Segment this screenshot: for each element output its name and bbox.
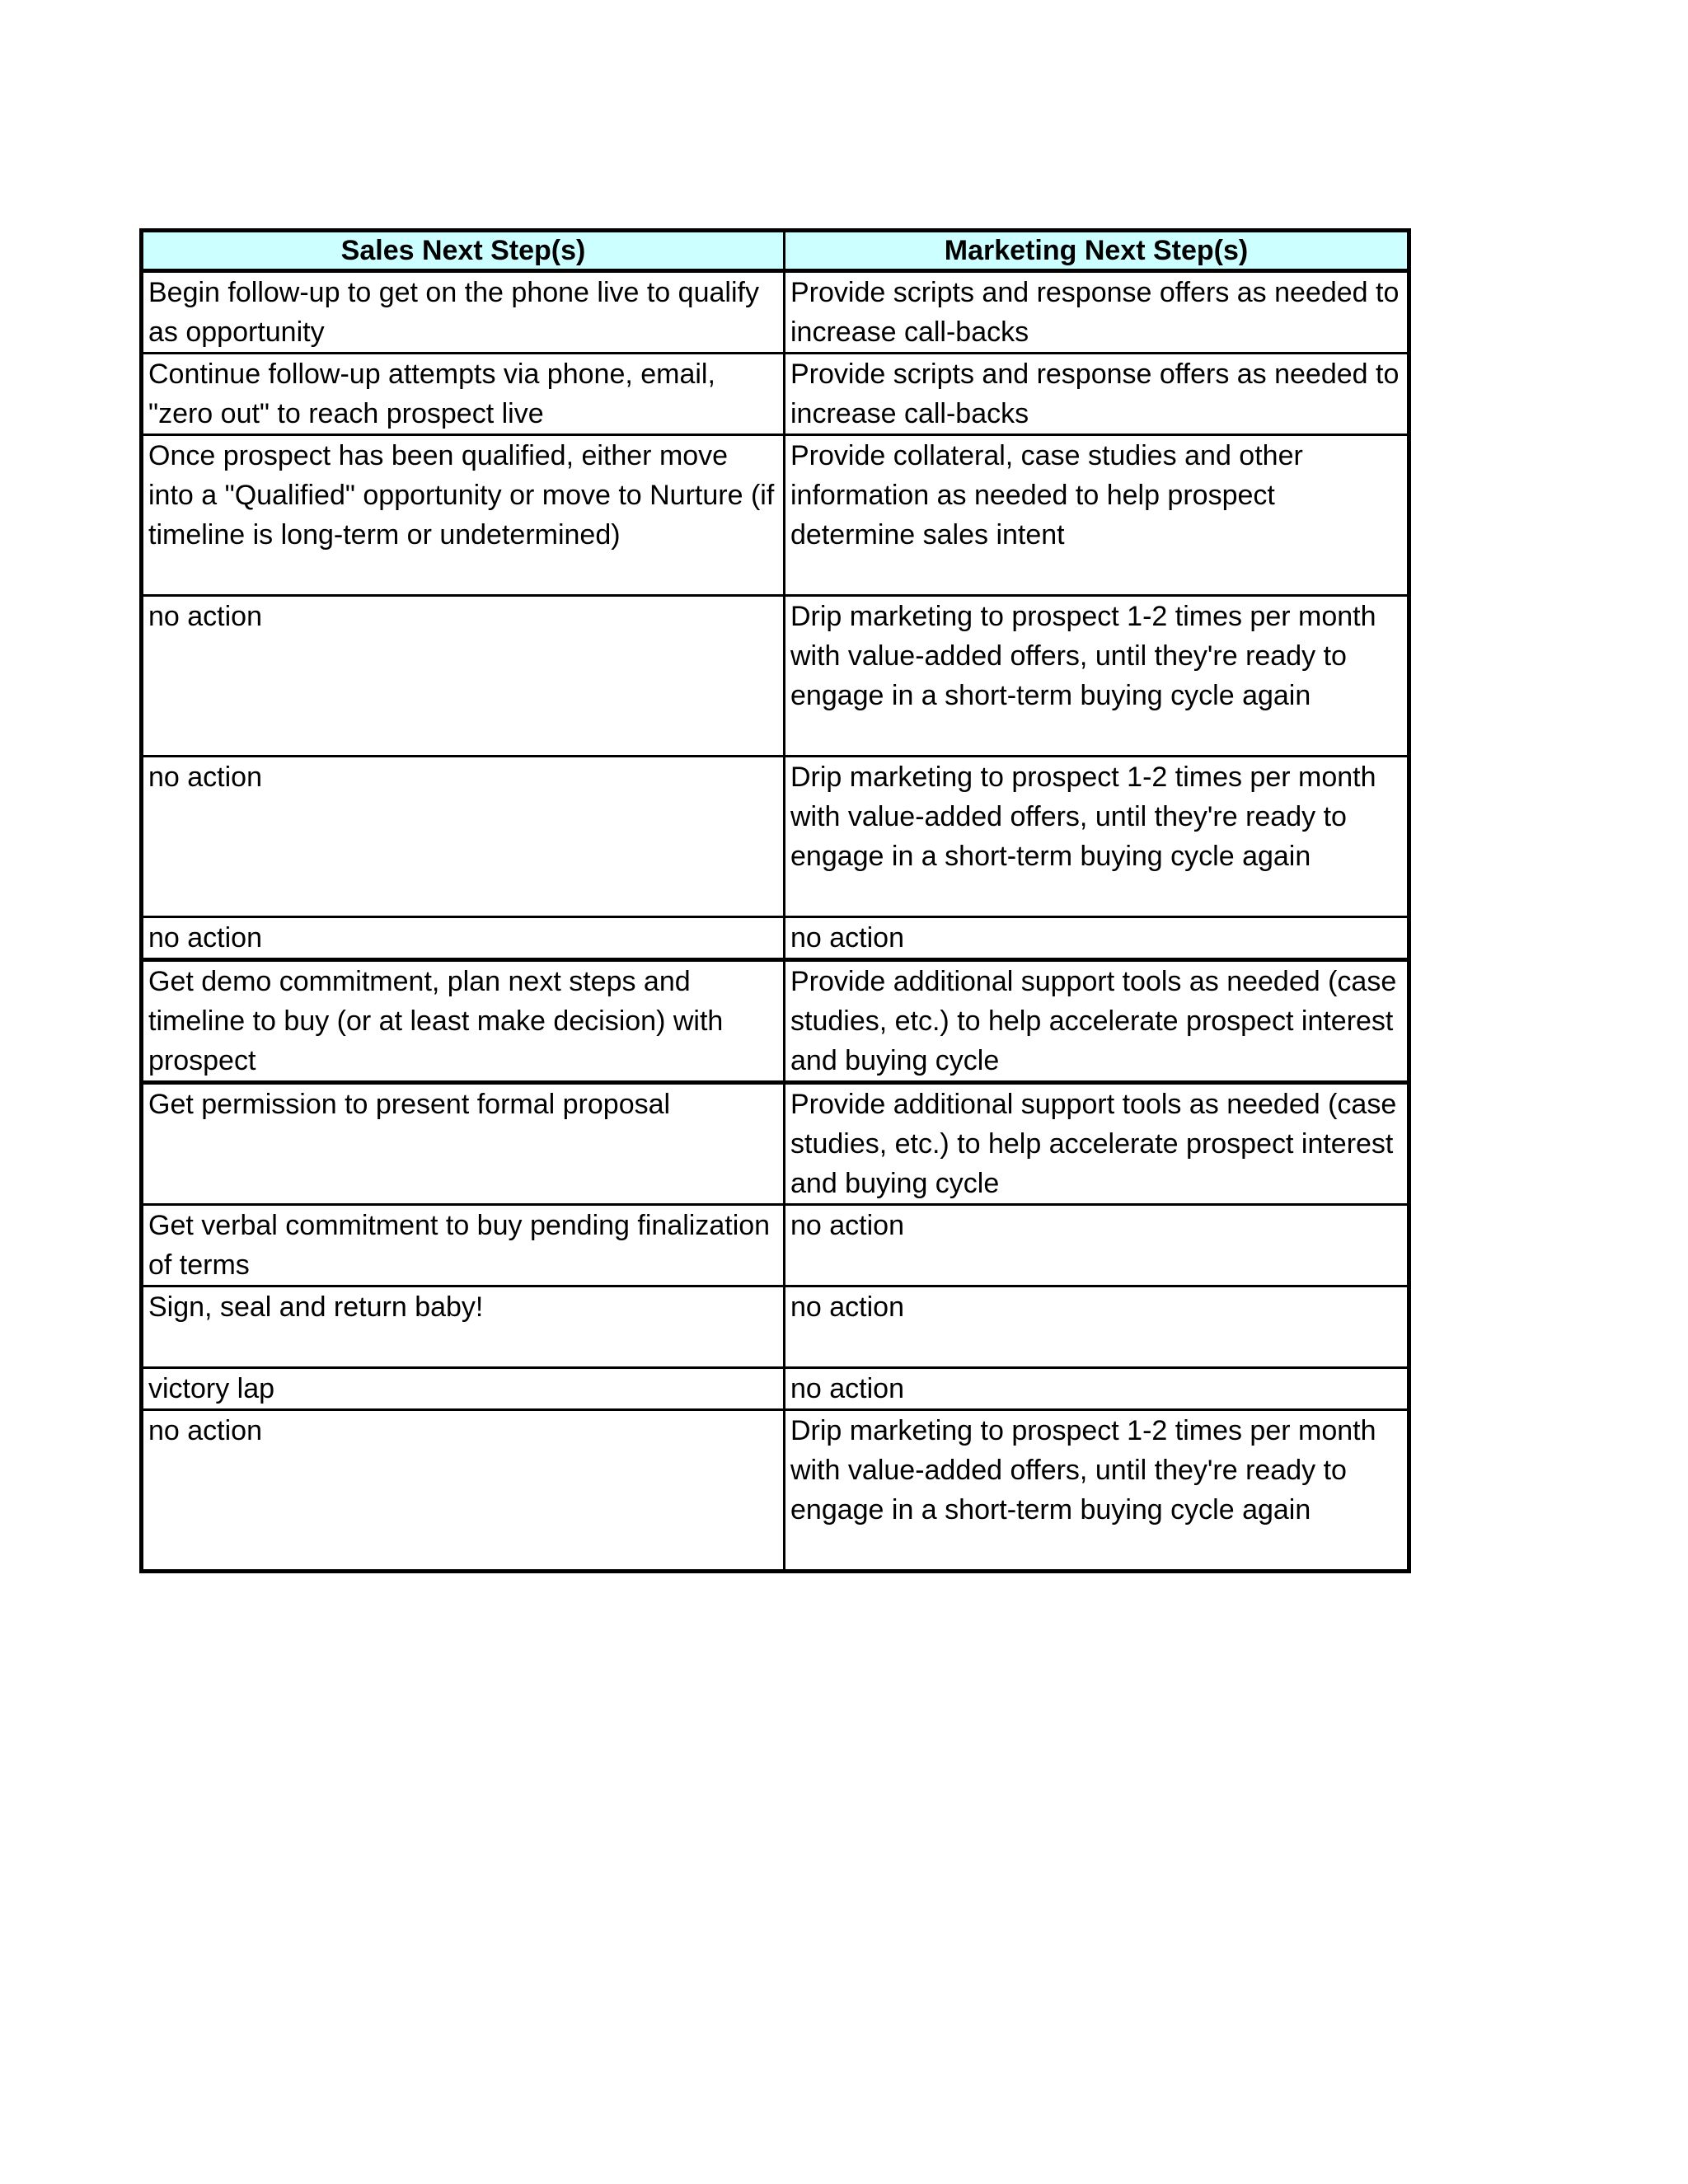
sales-step-cell: no action (142, 917, 785, 960)
table-row (142, 271, 1409, 354)
table-row (142, 1083, 1409, 1205)
sales-step-cell: no action (142, 757, 785, 917)
table-row (142, 435, 1409, 596)
table-row (142, 1368, 1409, 1410)
table-row (142, 1410, 1409, 1572)
next-steps-table (139, 228, 1411, 1573)
marketing-step-cell: no action (785, 1205, 1409, 1286)
marketing-step-cell: Provide scripts and response offers as needed to increase call-backs (785, 354, 1409, 435)
sales-step-cell: victory lap (142, 1368, 785, 1410)
sales-step-cell: Continue follow-up attempts via phone, email, "zero out" to reach prospect live (142, 354, 785, 435)
marketing-step-cell: Drip marketing to prospect 1-2 times per month with value-added offers, until they're ready to engage in a short-term buying cycle again (785, 1410, 1409, 1572)
marketing-step-cell: Drip marketing to prospect 1-2 times per month with value-added offers, until they're ready to engage in a short-term buying cycle again (785, 596, 1409, 757)
table-row (142, 1286, 1409, 1368)
sales-next-steps-header: Sales Next Step(s) (142, 231, 785, 271)
marketing-step-cell: Provide additional support tools as needed (case studies, etc.) to help accelerate prospect interest and buying cycle (785, 1083, 1409, 1205)
sales-step-cell: no action (142, 1410, 785, 1572)
sales-step-cell: Sign, seal and return baby! (142, 1286, 785, 1368)
sales-step-cell: Get permission to present formal proposal (142, 1083, 785, 1205)
header-row (142, 231, 1409, 271)
marketing-step-cell: no action (785, 1286, 1409, 1368)
table-row (142, 596, 1409, 757)
marketing-next-steps-header: Marketing Next Step(s) (785, 231, 1409, 271)
marketing-step-cell: Provide additional support tools as needed (case studies, etc.) to help accelerate prospect interest and buying cycle (785, 960, 1409, 1083)
table-row (142, 354, 1409, 435)
table-row (142, 960, 1409, 1083)
marketing-step-cell: no action (785, 917, 1409, 960)
sales-step-cell: Begin follow-up to get on the phone live to qualify as opportunity (142, 271, 785, 354)
marketing-step-cell: Drip marketing to prospect 1-2 times per month with value-added offers, until they're ready to engage in a short-term buying cycle again (785, 757, 1409, 917)
table-row (142, 1205, 1409, 1286)
sales-step-cell: Get verbal commitment to buy pending finalization of terms (142, 1205, 785, 1286)
marketing-step-cell: Provide scripts and response offers as needed to increase call-backs (785, 271, 1409, 354)
sales-step-cell: no action (142, 596, 785, 757)
sales-step-cell: Once prospect has been qualified, either move into a "Qualified" opportunity or move to Nurture (if timeline is long-term or undetermined) (142, 435, 785, 596)
table-row (142, 757, 1409, 917)
sales-step-cell: Get demo commitment, plan next steps and timeline to buy (or at least make decision) with prospect (142, 960, 785, 1083)
table-row (142, 917, 1409, 960)
marketing-step-cell: Provide collateral, case studies and other information as needed to help prospect determine sales intent (785, 435, 1409, 596)
marketing-step-cell: no action (785, 1368, 1409, 1410)
